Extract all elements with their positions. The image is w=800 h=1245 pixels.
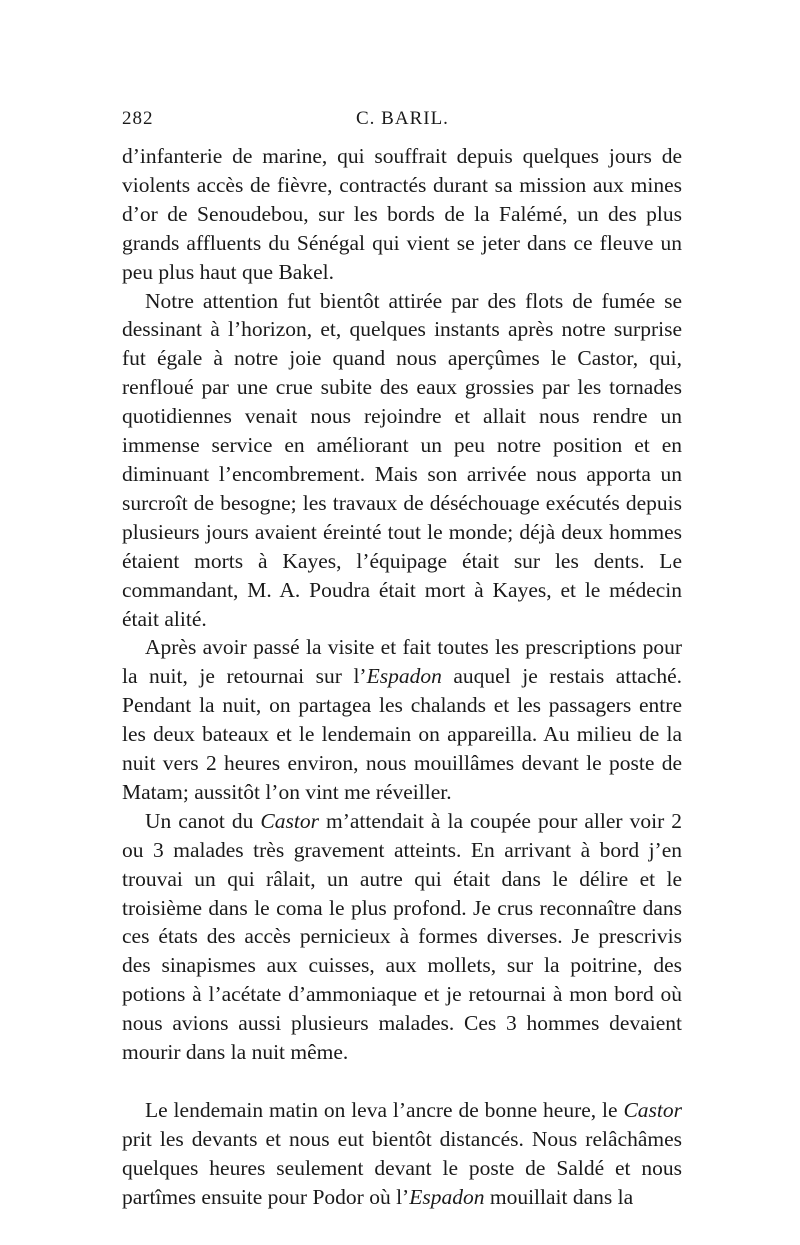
paragraph-2-text: Notre attention fut bientôt attirée par des flots de fumée se dessinant à l’horizon, et, quelques instants après notre surprise fut égale à notre joie quand nous aperçûmes le Castor, qui, renfloué par une crue subite des eaux grossies par les tornades quotidiennes venait nous rejoindre et allait nous rendre un immense service en améliorant un peu notre position et en diminuant l’encombrement. Mais son arrivée nous apporta un surcroît de besogne; les travaux de déséchouage exécutés depuis plusieurs jours avaient éreinté tout le monde; déjà deux hommes étaient morts à Kayes, l’équipage était sur les dents. Le commandant, M. A. Poudra était mort à Kayes, et le médecin était alité. xyxy=(122,288,682,631)
paragraph-4-text-a: Un canot du xyxy=(145,808,261,833)
ship-name-castor-2: Castor xyxy=(623,1098,682,1122)
paragraph-3 xyxy=(122,633,682,806)
running-head: C. BARIL. xyxy=(356,108,449,129)
body-text xyxy=(122,142,682,1212)
paragraph-5-text-b: prit les devants et nous eut bientôt distancés. Nous relâchâmes quelques heures seulement devant le poste de Saldé et nous partîmes ensuite pour Podor où l’ xyxy=(122,1126,682,1209)
paragraph-1-text: d’infanterie de marine, qui souffrait depuis quelques jours de violents accès de fièvre, contractés durant sa mission aux mines d’or de Senoudebou, sur les bords de la Falémé, un des plus grands affluents du Sénégal qui vient se jeter dans ce fleuve un peu plus haut que Bakel. xyxy=(122,144,682,284)
ship-name-espadon: Espadon xyxy=(366,664,442,689)
ship-name-castor: Castor xyxy=(260,808,319,833)
ship-name-espadon-2: Espadon xyxy=(409,1184,485,1209)
book-page xyxy=(122,108,682,1212)
page-header xyxy=(122,108,682,142)
paragraph-4 xyxy=(122,807,682,1067)
paragraph-5 xyxy=(122,1096,682,1212)
paragraph-4-text-b: m’attendait à la coupée pour aller voir 2 ou 3 malades très gravement atteints. En arrivant à bord j’en trouvai un qui râlait, un autre qui était dans le délire et le troisième dans le coma le plus profond. Je crus reconnaître dans ces états des accès pernicieux à formes diverses. Je prescrivis des sinapismes aux cuisses, aux mollets, sur la poitrine, des potions à l’acétate d’ammoniaque et je retournai à mon bord où nous avions aussi plusieurs malades. Ces 3 hommes devaient mourir dans la nuit même. xyxy=(122,808,683,1065)
paragraph-5-text-c: mouillait dans la xyxy=(484,1184,634,1209)
paragraph-2 xyxy=(122,287,682,634)
paragraph-3-text-b: auquel je restais attaché. Pendant la nuit, on partagea les chalands et les passagers entre les deux bateaux et le lendemain on appareilla. Au milieu de la nuit vers 2 heures environ, nous mouillâmes devant le poste de Matam; aussitôt l’on vint me réveiller. xyxy=(122,664,682,804)
page-number: 282 xyxy=(122,108,154,129)
paragraph-1 xyxy=(122,142,682,287)
paragraph-5-text-a: Le lendemain matin on leva l’ancre de bonne heure, le xyxy=(145,1098,624,1122)
paragraph-3-text-a: Après avoir passé la visite et fait toutes les prescriptions pour la nuit, je retournai sur l’ xyxy=(122,635,682,689)
